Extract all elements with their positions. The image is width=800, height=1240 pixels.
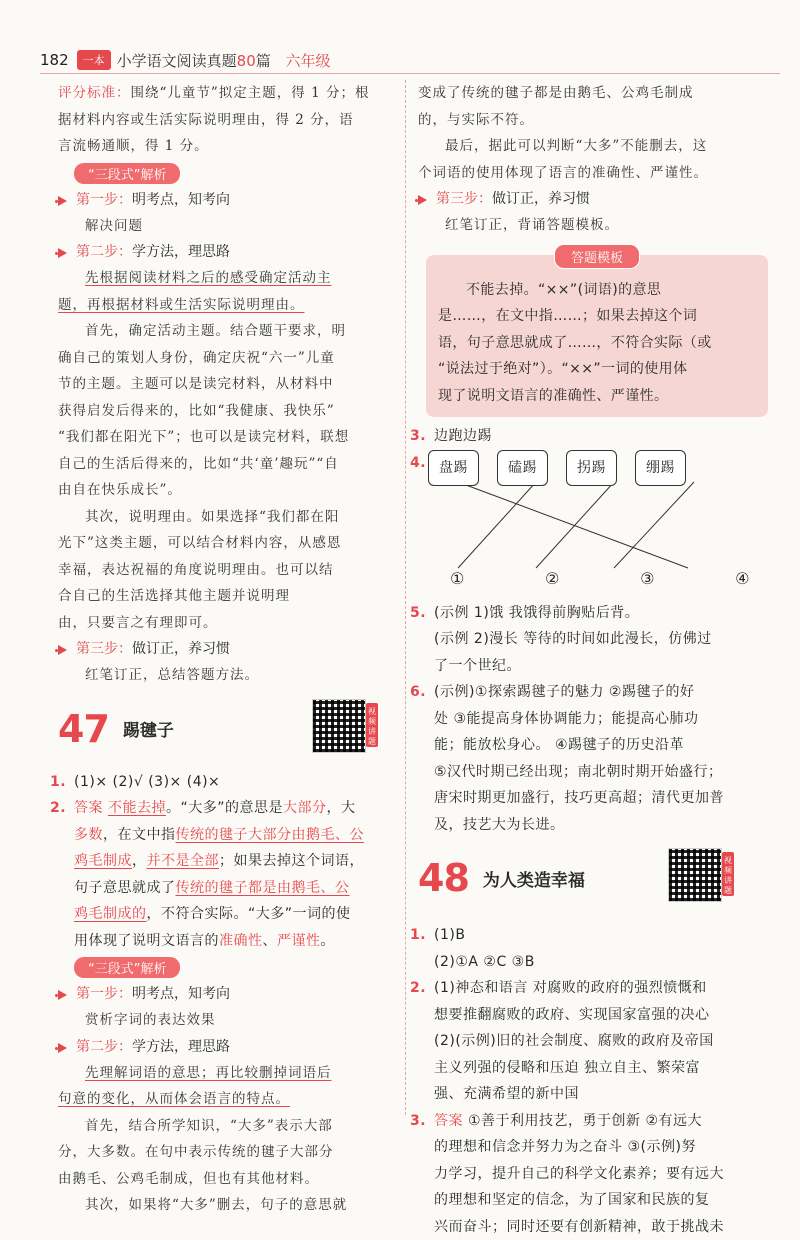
video-tag: 视频讲题	[722, 852, 734, 896]
answer-text: 、	[263, 933, 278, 949]
analysis-badge: “三段式”解析	[74, 163, 180, 184]
answer-3-line: 的理想和信念并努力为之奋斗 ③(示例)努	[418, 1134, 768, 1161]
match-box: 盘踢	[428, 450, 479, 487]
answer-2-line-6	[58, 928, 392, 955]
para-line: 自己的生活后得来的，比如“共‘童’趣玩”“自	[58, 451, 392, 478]
answer-2-line-1	[58, 795, 392, 822]
answer-text: (1)× (2)√ (3)× (4)×	[74, 774, 220, 790]
answer-number: 3.	[410, 423, 426, 450]
qr-code-icon[interactable]	[668, 848, 722, 902]
answer-number: 6.	[410, 679, 426, 706]
answer-text: ，	[132, 853, 147, 869]
answer-number: 2.	[50, 795, 66, 822]
section-name: 为人类造幸福	[483, 866, 585, 891]
answer-1	[418, 922, 768, 949]
step-title: 做订正，养习惯	[492, 191, 590, 207]
answer-6-line: ⑤汉代时期已经出现；南北朝时期开始盛行；	[418, 759, 768, 786]
match-boxes	[428, 450, 686, 487]
answer-key: 鸡毛制成的	[74, 906, 147, 922]
answer-1	[58, 769, 392, 796]
answer-2-line-5	[58, 901, 392, 928]
answer-text: 用体现了说明文语言的	[74, 933, 219, 949]
template-label: 答题模板	[554, 244, 640, 269]
answer-5-line: 了一个世纪。	[418, 653, 768, 680]
answer-6-line: 及，技艺大为长进。	[418, 812, 768, 839]
answer-template-box	[426, 255, 768, 418]
step-2	[58, 1034, 392, 1060]
step-1-body: 赏析字词的表达效果	[58, 1007, 392, 1034]
para-line: 最后，据此可以判断“大多”不能删去，这	[418, 133, 768, 160]
step-3	[418, 186, 768, 212]
para-line: 首先，结合所学知识，“大多”表示大部	[58, 1113, 392, 1140]
match-numbers	[450, 566, 750, 593]
answer-1-line: (2)①A ②C ③B	[418, 949, 768, 976]
step-2-body-1: 先理解词语的意思；再比较删掉词语后	[58, 1060, 392, 1087]
para-line: 变成了传统的毽子都是由鹅毛、公鸡毛制成	[418, 80, 768, 107]
answer-number: 5.	[410, 600, 426, 627]
step-title: 做订正，养习惯	[132, 641, 230, 657]
answer-text: ；如果去掉这个词语，	[219, 853, 364, 869]
answer-key: 鸡毛制成	[74, 853, 132, 869]
right-column	[418, 80, 768, 1240]
answer-text: ，在文中指	[103, 827, 176, 843]
answer-2	[418, 975, 768, 1002]
answer-number: 2.	[410, 975, 426, 1002]
step-label: 第一步：	[76, 986, 132, 1002]
answer-text: 边跑边踢	[434, 428, 492, 444]
step-3-body: 红笔订正，背诵答题模板。	[418, 212, 768, 239]
answer-6-line: 能；能放松身心。 ④踢毽子的历史沿革	[418, 732, 768, 759]
answer-key: 严谨性	[277, 933, 321, 949]
book-title-text: 小学语文阅读真题	[117, 52, 237, 70]
section-number: 48	[418, 856, 469, 900]
para-line: 分，大多数。在句中表示传统的毽子大部分	[58, 1139, 392, 1166]
step-3	[58, 636, 392, 662]
match-number: ③	[640, 566, 655, 593]
section-name: 踢毽子	[123, 716, 174, 741]
answer-5	[418, 600, 768, 627]
left-column	[58, 80, 392, 1219]
page-header	[40, 45, 770, 75]
answer-key: 并不是全部	[147, 853, 220, 869]
answer-2-line-4	[58, 875, 392, 902]
section-48-title	[418, 848, 768, 908]
match-line	[458, 482, 536, 568]
criteria-label: 评分标准：	[58, 85, 131, 101]
para-line: 获得启发后得来的，比如“我健康、我快乐”	[58, 398, 392, 425]
arrow-icon	[58, 645, 67, 655]
arrow-icon	[58, 248, 67, 258]
answer-2-line-2	[58, 822, 392, 849]
para-line: 合自己的生活选择其他主题并说明理	[58, 583, 392, 610]
para-line: 光下”这类主题，可以结合材料内容，从感恩	[58, 530, 392, 557]
answer-text: (示例)①探索踢毽子的魅力 ②踢毽子的好	[434, 684, 694, 700]
step-title: 学方法，理思路	[132, 1039, 230, 1055]
answer-text: (1)神态和语言 对腐败的政府的强烈愤慨和	[434, 980, 707, 996]
answer-3-line: 的理想和坚定的信念，为了国家和民族的复	[418, 1187, 768, 1214]
header-rule	[40, 73, 780, 74]
step-label: 第二步：	[76, 244, 132, 260]
para-line: 首先，确定活动主题。结合题干要求，明	[58, 318, 392, 345]
para-line: 幸福，表达祝福的角度说明理由。也可以结	[58, 557, 392, 584]
answer-6-line: 处 ③能提高身体协调能力；能提高心肺功	[418, 706, 768, 733]
answer-3	[418, 423, 768, 450]
answer-3-line: 兴而奋斗；同时还要有创新精神，敢于挑战未	[418, 1214, 768, 1240]
para-line: 由鹅毛、公鸡毛制成，但也有其他材料。	[58, 1166, 392, 1193]
answer-key: 不能去掉	[108, 800, 166, 816]
page-number: 182	[40, 51, 69, 69]
book-title	[117, 50, 331, 71]
template-line: “说法过于绝对”）。“××”一词的使用体	[438, 356, 756, 383]
arrow-icon	[58, 990, 67, 1000]
step-title: 明考点，知考向	[132, 192, 230, 208]
para-line: 由自在快乐成长”。	[58, 477, 392, 504]
book-title-count: 80	[237, 52, 256, 70]
step-1	[58, 981, 392, 1007]
answer-6-line: 唐宋时期更加盛行，技巧更高超；清代更加普	[418, 785, 768, 812]
para-line: 其次，如果将“大多”删去，句子的意思就	[58, 1192, 392, 1219]
answer-text: ①善于利用技艺，勇于创新 ②有远大	[468, 1113, 702, 1129]
answer-text: 句子意思就成了	[74, 880, 176, 896]
answer-5-line: (示例 2)漫长 等待的时间如此漫长，仿佛过	[418, 626, 768, 653]
template-line: 不能去掉。“××”(词语)的意思	[438, 277, 756, 304]
criteria-line-1	[58, 80, 392, 107]
criteria-line-3: 言流畅通顺，得 1 分。	[58, 133, 392, 160]
analysis-badge: “三段式”解析	[74, 957, 180, 978]
answer-number: 1.	[50, 769, 66, 796]
match-line	[536, 482, 614, 568]
answer-4-matching	[418, 450, 768, 600]
criteria-text: 围绕“儿童节”拟定主题，得 1 分；根	[131, 85, 370, 101]
answer-key: 多数	[74, 827, 103, 843]
step-1-body: 解决问题	[58, 213, 392, 240]
answer-2-line: (2)(示例)旧的社会制度、腐败的政府及帝国	[418, 1028, 768, 1055]
match-number: ④	[735, 566, 750, 593]
answer-key: 传统的毽子大部分由鹅毛、公	[176, 827, 365, 843]
step-label: 第一步：	[76, 192, 132, 208]
answer-label: 答案	[434, 1113, 463, 1129]
template-line: 语，句子意思就成了……，不符合实际（或	[438, 330, 756, 357]
step-title: 明考点，知考向	[132, 986, 230, 1002]
grade-label: 六年级	[286, 52, 331, 70]
step-1	[58, 187, 392, 213]
match-box: 拐踢	[566, 450, 617, 487]
step-3-body: 红笔订正，总结答题方法。	[58, 662, 392, 689]
answer-2-line-3	[58, 848, 392, 875]
match-box: 磕踢	[497, 450, 548, 487]
answer-text: 。“大多”的意思是	[166, 800, 283, 816]
answer-2-line: 想要推翻腐败的政府、实现国家富强的决心	[418, 1002, 768, 1029]
arrow-icon	[58, 1043, 67, 1053]
section-number: 47	[58, 707, 109, 751]
step-2	[58, 239, 392, 265]
arrow-icon	[418, 195, 427, 205]
brand-logo: 一本	[77, 50, 111, 70]
column-divider	[405, 80, 406, 1115]
template-line: 现了说明文语言的准确性、严谨性。	[438, 383, 756, 410]
para-line: 的，与实际不符。	[418, 107, 768, 134]
criteria-line-2: 据材料内容或生活实际说明理由，得 2 分，语	[58, 107, 392, 134]
answer-number: 4.	[410, 450, 426, 477]
answer-text: 。	[321, 933, 336, 949]
match-number: ②	[545, 566, 560, 593]
para-line: 由，只要言之有理即可。	[58, 610, 392, 637]
section-47-title	[58, 699, 392, 759]
answer-2-line: 强、充满希望的新中国	[418, 1081, 768, 1108]
match-number: ①	[450, 566, 465, 593]
answer-label: 答案	[74, 800, 103, 816]
answer-3-line: 力学习，提升自己的科学文化素养；要有远大	[418, 1161, 768, 1188]
answer-text: ，不符合实际。“大多”一词的使	[147, 906, 351, 922]
step-2-body-2: 题，再根据材料或生活实际说明理由。	[58, 292, 392, 319]
match-box: 绷踢	[635, 450, 686, 487]
answer-key: 传统的毽子都是由鹅毛、公	[176, 880, 350, 896]
template-line: 是……，在文中指……；如果去掉这个词	[438, 303, 756, 330]
answer-number: 3.	[410, 1108, 426, 1135]
step-label: 第三步：	[436, 191, 492, 207]
answer-text: (示例 1)饿 我饿得前胸贴后背。	[434, 605, 639, 621]
step-2-body-1: 先根据阅读材料之后的感受确定活动主	[58, 265, 392, 292]
answer-3	[418, 1108, 768, 1135]
answer-key: 准确性	[219, 933, 263, 949]
qr-code-icon[interactable]	[312, 699, 366, 753]
answer-2-line: 主义列强的侵略和压迫 独立自主、繁荣富	[418, 1055, 768, 1082]
answer-key: 大部分	[283, 800, 327, 816]
book-title-suffix: 篇	[256, 52, 271, 70]
arrow-icon	[58, 196, 67, 206]
answer-text: ，大	[326, 800, 355, 816]
video-tag: 视频讲题	[366, 703, 378, 747]
para-line: 节的主题。主题可以是读完材料，从材料中	[58, 371, 392, 398]
para-line: 个词语的使用体现了语言的准确性、严谨性。	[418, 160, 768, 187]
para-line: 其次，说明理由。如果选择“我们都在阳	[58, 504, 392, 531]
step-label: 第二步：	[76, 1039, 132, 1055]
para-line: 确自己的策划人身份，确定庆祝“六一”儿童	[58, 345, 392, 372]
step-2-body-2: 句意的变化，从而体会语言的特点。	[58, 1086, 392, 1113]
step-title: 学方法，理思路	[132, 244, 230, 260]
answer-number: 1.	[410, 922, 426, 949]
step-label: 第三步：	[76, 641, 132, 657]
para-line: “我们都在阳光下”；也可以是读完材料，联想	[58, 424, 392, 451]
answer-6	[418, 679, 768, 706]
answer-text: (1)B	[434, 927, 465, 943]
